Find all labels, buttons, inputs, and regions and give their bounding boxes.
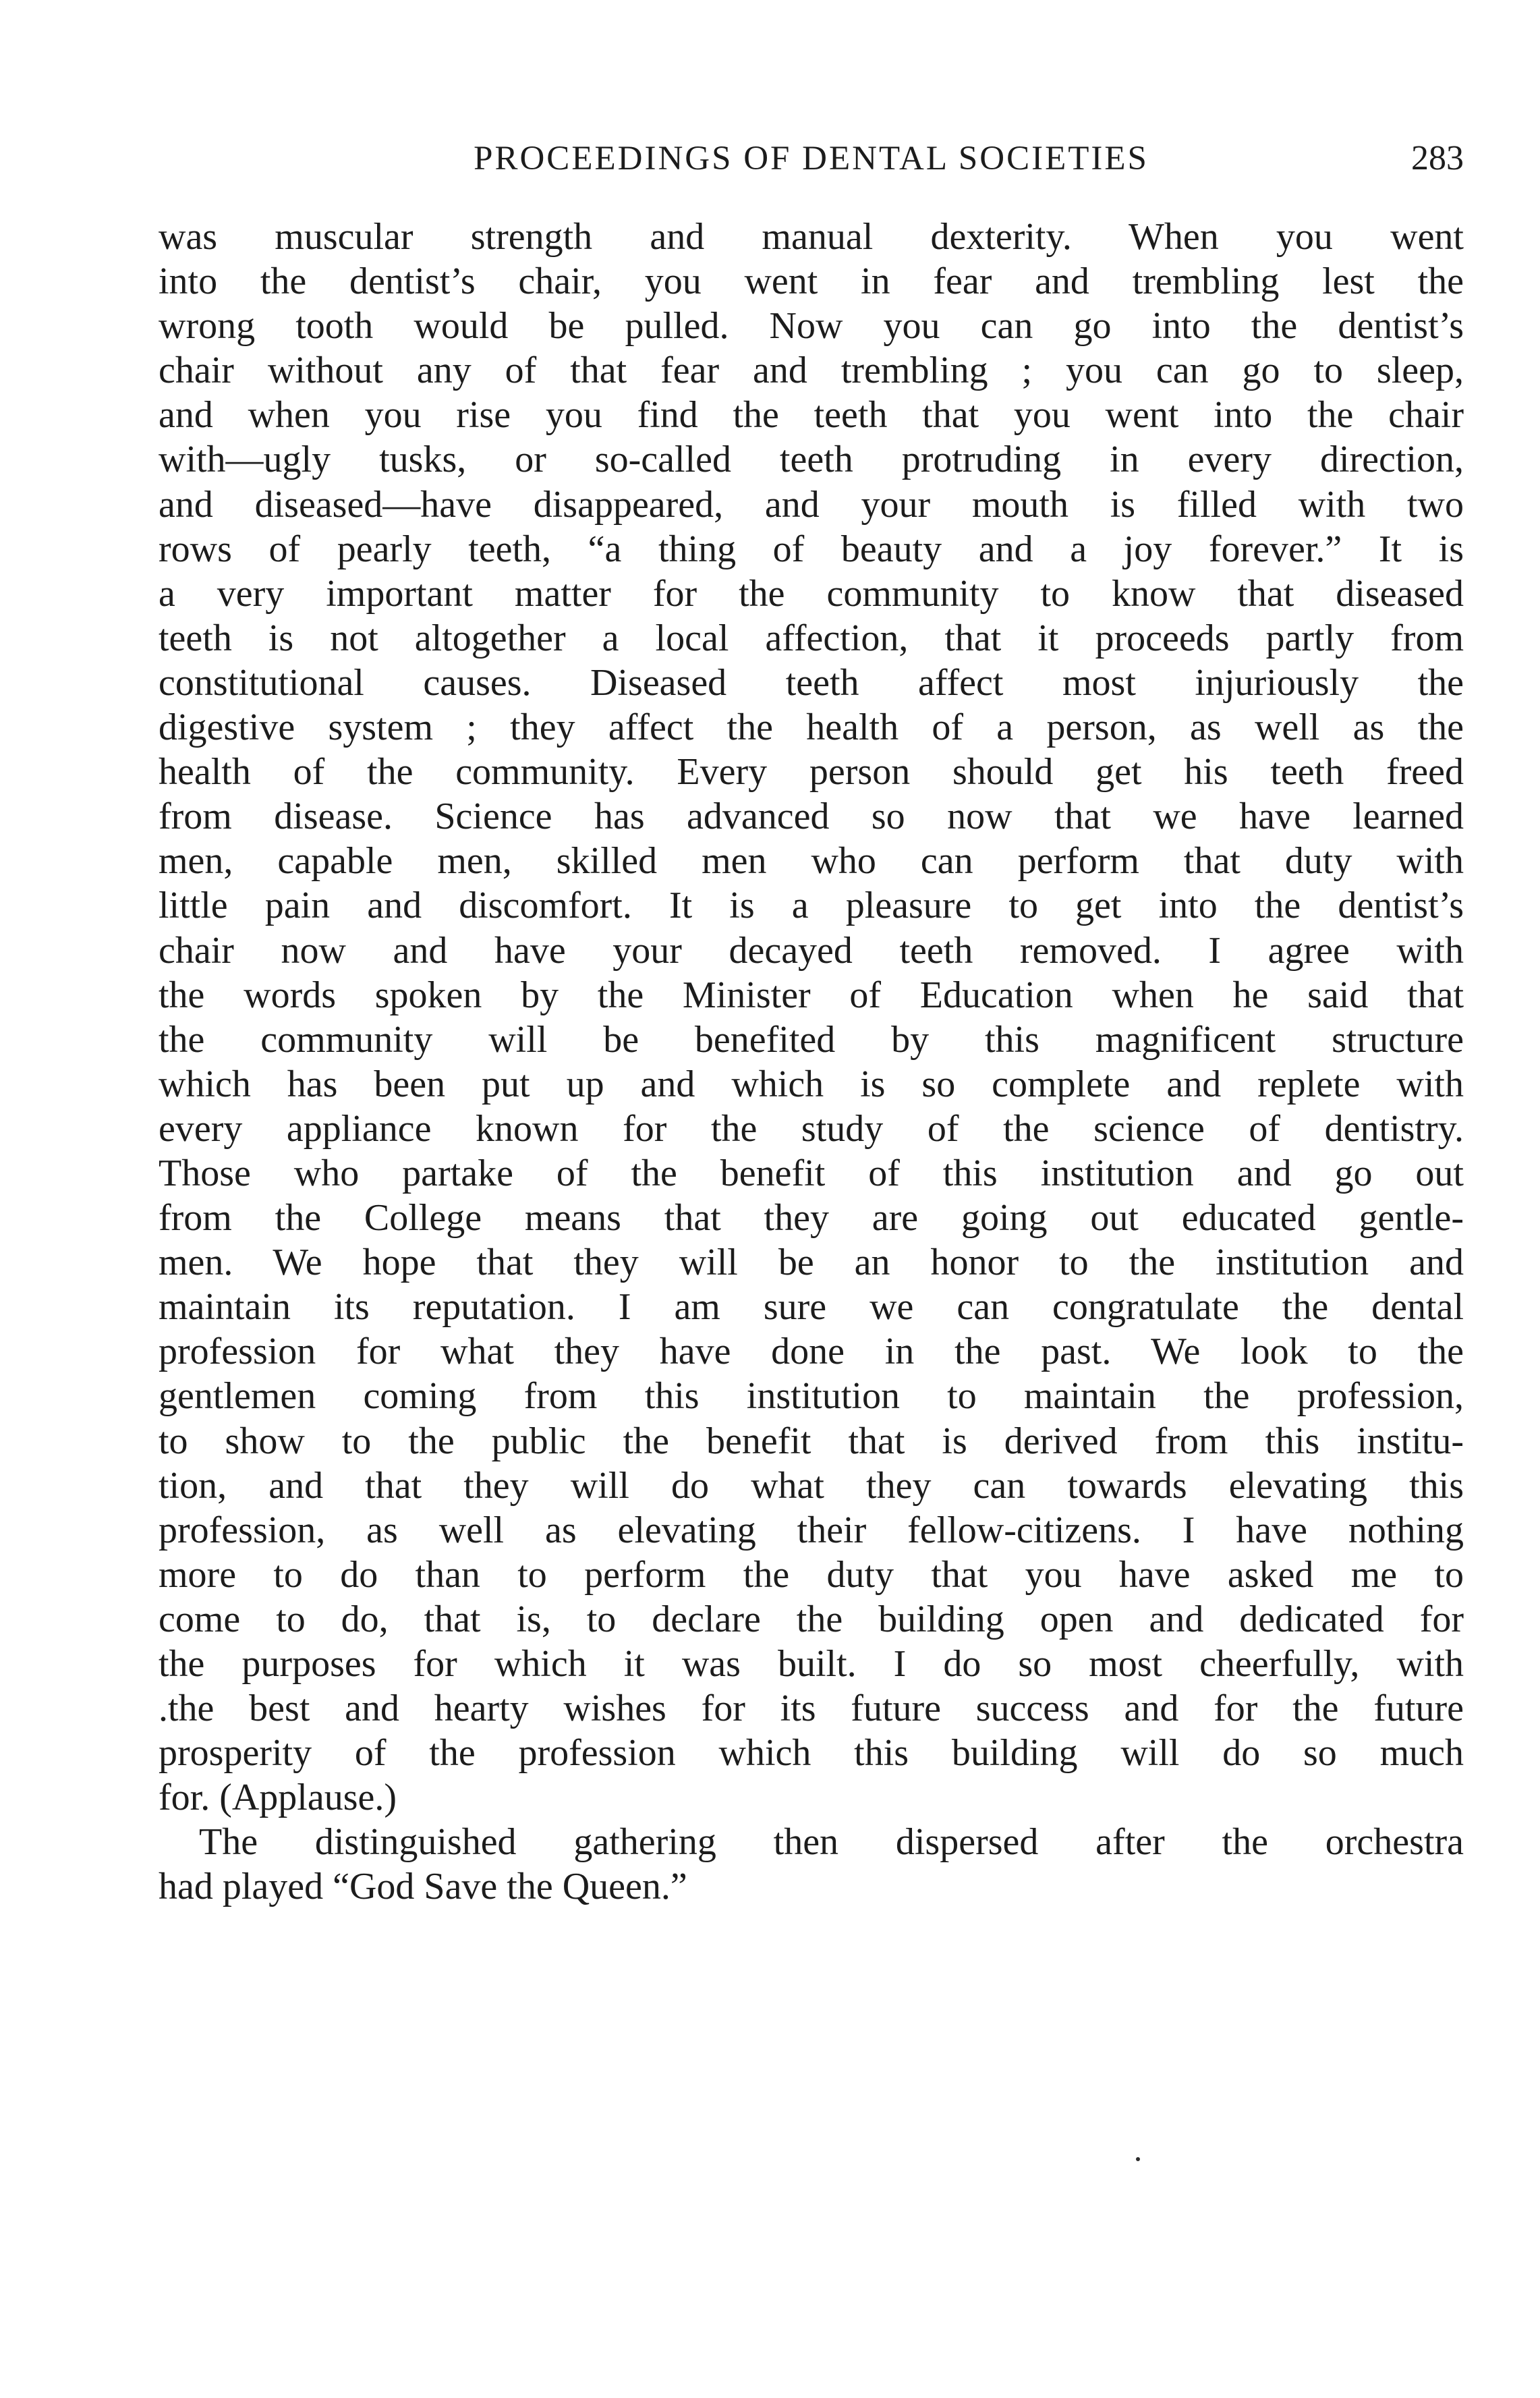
running-title: PROCEEDINGS OF DENTAL SOCIETIES — [474, 140, 1149, 177]
text-line: men. We hope that they will be an honor to the institution and — [159, 1242, 1464, 1284]
running-head — [159, 132, 1464, 186]
text-line: rows of pearly teeth, “a thing of beauty and a joy forever.” It is — [159, 528, 1464, 570]
text-line: health of the community. Every person should get his teeth freed — [159, 751, 1464, 793]
text-line: from disease. Science has advanced so now that we have learned — [159, 796, 1464, 838]
text-line: every appliance known for the study of the science of dentistry. — [159, 1107, 1464, 1150]
text-line: and diseased—have disappeared, and your mouth is filled with two — [159, 483, 1464, 526]
text-line: Those who partake of the benefit of this institution and go out — [159, 1152, 1464, 1194]
text-line: the community will be benefited by this magnificent structure — [159, 1018, 1464, 1061]
text-line: constitutional causes. Diseased teeth affect most injuriously the — [159, 661, 1464, 704]
paragraph-end-line: had played “God Save the Queen.” — [159, 1866, 687, 1908]
text-line: with—ugly tusks, or so-called teeth protruding in every direction, — [159, 439, 1464, 481]
text-line: into the dentist’s chair, you went in fear and trembling lest the — [159, 260, 1464, 303]
paragraph-end-line: for. (Applause.) — [159, 1777, 397, 1819]
text-line: the words spoken by the Minister of Education when he said that — [159, 974, 1464, 1016]
text-line: gentlemen coming from this institution to maintain the profession, — [159, 1375, 1464, 1418]
text-line: chair without any of that fear and trembling ; you can go to sleep, — [159, 350, 1464, 392]
text-line: profession for what they have done in the past. We look to the — [159, 1331, 1464, 1373]
paragraph-start-line: The distinguished gathering then dispersed after the orchestra — [199, 1821, 1464, 1864]
text-line: .the best and hearty wishes for its future success and for the future — [159, 1688, 1464, 1730]
text-line: prosperity of the profession which this building will do so much — [159, 1732, 1464, 1775]
text-line: from the College means that they are going out educated gentle- — [159, 1197, 1464, 1239]
text-line: teeth is not altogether a local affection, that it proceeds partly from — [159, 617, 1464, 659]
text-line: men, capable men, skilled men who can perform that duty with — [159, 840, 1464, 883]
text-line: was muscular strength and manual dexterity. When you went — [159, 216, 1464, 258]
body-text — [159, 215, 1464, 1909]
text-line: come to do, that is, to declare the building open and dedicated for — [159, 1598, 1464, 1640]
text-line: and when you rise you find the teeth that you went into the chair — [159, 394, 1464, 437]
text-line: the purposes for which it was built. I do so most cheerfully, with — [159, 1643, 1464, 1685]
text-line: which has been put up and which is so complete and replete with — [159, 1063, 1464, 1105]
page-number: 283 — [1411, 139, 1464, 177]
stray-ink-dot — [1136, 2157, 1140, 2161]
text-line: tion, and that they will do what they can towards elevating this — [159, 1464, 1464, 1507]
text-line: digestive system ; they affect the health of a person, as well as the — [159, 706, 1464, 749]
text-line: chair now and have your decayed teeth removed. I agree with — [159, 929, 1464, 972]
text-line: little pain and discomfort. It is a pleasure to get into the dentist’s — [159, 885, 1464, 927]
text-line: wrong tooth would be pulled. Now you can go into the dentist’s — [159, 305, 1464, 347]
text-line: maintain its reputation. I am sure we can congratulate the dental — [159, 1286, 1464, 1329]
text-line: to show to the public the benefit that is derived from this institu- — [159, 1420, 1464, 1462]
text-line: a very important matter for the community to know that diseased — [159, 572, 1464, 615]
text-line: profession, as well as elevating their fellow-citizens. I have nothing — [159, 1509, 1464, 1551]
text-line: more to do than to perform the duty that you have asked me to — [159, 1553, 1464, 1596]
